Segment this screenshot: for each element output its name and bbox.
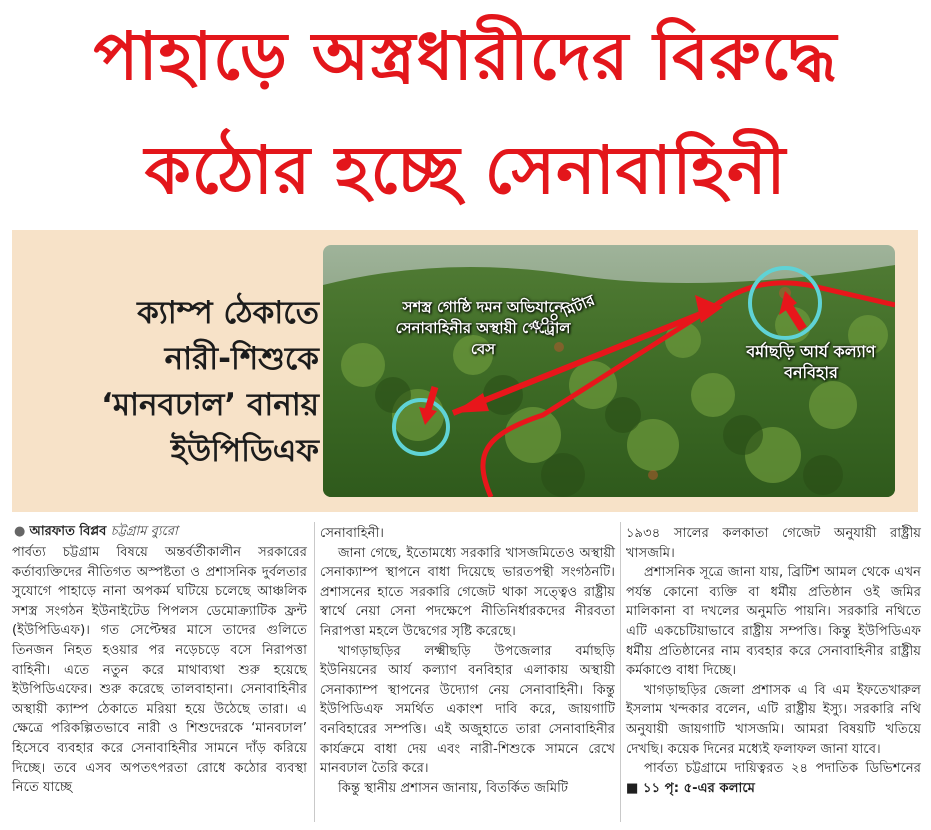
article-paragraph: খাগড়াছড়ির লক্ষ্মীছড়ি উপজেলার বর্মাছড়ি ইউনিয়নের আর্য কল্যাণ বনবিহার এলাকায় অস্থায়ী সেনাক্যাম্প স্থাপনের উদ্যোগ নেয় সেনাবাহিনী। কিন্তু ইউপিডিএফ সমর্থিত একাংশ দাবি করে, জায়গাটি বনবিহারের সম্পত্তি। এই অজুহাতে তারা সেনাবাহিনীর কার্যক্রমে বাধা দেয় এবং নারী-শিশুকে সামনে রেখে মানবঢাল তৈরি করে। <box>320 643 615 777</box>
column-divider <box>620 522 621 822</box>
annotation-patrol-base: সশস্ত্র গোষ্ঠি দমন অভিযানে সেনাবাহিনীর অস্থায়ী পেট্রোল বেস <box>395 298 571 358</box>
article-paragraph: জানা গেছে, ইতোমধ্যে সরকারি খাসজমিতেও অস্থায়ী সেনাক্যাম্প স্থাপনে বাধা দিয়েছে ভারতপন্থী সংগঠনটি। প্রশাসনের হাতে সরকারি গেজেট থাকা সত্ত্বেও রাষ্ট্রীয় স্বার্থে নেয়া সেনা পদক্ষেপে নীতিনির্ধারকদের নীরবতা নিরাপত্তা মহলে উদ্বেগের সৃষ্টি করেছে। <box>320 545 615 639</box>
headline-line-1: পাহাড়ে অস্ত্রধারীদের বিরুদ্ধে <box>93 18 838 95</box>
article-paragraph <box>626 759 921 798</box>
byline-location: চট্টগ্রাম ব্যুরো <box>110 524 178 539</box>
article-paragraph: পার্বত্য চট্টগ্রাম বিষয়ে অন্তর্বর্তীকালীন সরকারের কর্তাব্যক্তিদের নীতিগত অস্পষ্টতা ও প্রশাসনিক দুর্বলতার সুযোগে পাহাড়ে নানা অপকর্ম ঘটিয়ে চলেছে আঞ্চলিক সশস্ত্র সংগঠন ইউনাইটেড পিপলস ডেমোক্র্যাটিক ফ্রন্ট (ইউপিডিএফ)। গত সেপ্টেম্বর মাসে তাদের গুলিতে তিনজন নিহত হওয়ার পর নড়েচড়ে বসে নিরাপত্তা বাহিনী। এতে নতুন করে মাথাব্যথা শুরু হয়েছে ইউপিডিএফের। শুরু করেছে তালবাহানা। সেনাবাহিনীর অস্থায়ী ক্যাম্প ঠেকাতে মরিয়া হয়ে উঠেছে তারা। এ ক্ষেত্রে পরিকল্পিতভাবে নারী ও শিশুদেরকে ‘মানবঢাল’ হিসেবে ব্যবহার করে সেনাবাহিনীর সামনে দাঁড় করিয়ে দিচ্ছে। তবে এসব অপতৎপরতা রোধে কঠোর ব্যবস্থা নিতে যাচ্ছে <box>12 545 307 796</box>
column-divider <box>314 522 315 822</box>
byline-author: আরফাত বিপ্লব <box>29 524 107 539</box>
continued-on-link[interactable]: ■ ১১ পৃ: ৫-এর কলামে <box>626 780 755 796</box>
article-paragraph: সেনাবাহিনী। <box>320 526 384 541</box>
byline-bullet-icon: ● <box>14 524 26 539</box>
article-column-1 <box>12 543 307 798</box>
article-paragraph: কিন্তু স্থানীয় প্রশাসন জানায়, বিতর্কিত জমিটি <box>338 780 569 796</box>
article-paragraph: ১৯৩৪ সালের কলকাতা গেজেট অনুযায়ী রাষ্ট্রীয় খাসজমি। <box>626 526 921 561</box>
headline-line-2: কঠোর হচ্ছে সেনাবাহিনী <box>144 132 787 209</box>
subheadline-line: ক্যাম্প ঠেকাতে <box>137 295 319 331</box>
subheadline <box>29 290 319 474</box>
byline <box>14 522 314 543</box>
subheadline-line: ‘মানবঢাল’ বানায় <box>101 387 319 423</box>
article-column-2 <box>320 524 615 798</box>
subheadline-line: ইউপিডিএফ <box>170 433 319 469</box>
subheadline-line: নারী-শিশুকে <box>164 341 319 377</box>
article-column-3 <box>626 524 921 798</box>
article-paragraph: প্রশাসনিক সূত্রে জানা যায়, ব্রিটিশ আমল থেকে এখন পর্যন্ত কোনো ব্যক্তি বা ধর্মীয় প্রতিষ্ঠান ওই জমির মালিকানা বা দখলের অনুমতি পায়নি। সরকারি নথিতে এটি একচেটিয়াভাবে রাষ্ট্রীয় সম্পত্তি। কিন্তু ইউপিডিএফ ধর্মীয় প্রতিষ্ঠানের নাম ব্যবহার করে সেনাবাহিনীর রাষ্ট্রীয় কর্মকাণ্ডে বাধা দিচ্ছে। <box>626 565 921 679</box>
aerial-forest-photo <box>323 245 895 497</box>
article-text: পার্বত্য চট্টগ্রামে দায়িত্বরত ২৪ পদাতিক ডিভিশনের <box>644 761 921 777</box>
article-paragraph: খাগড়াছড়ির জেলা প্রশাসক এ বি এম ইফতেখারুল ইসলাম খন্দকার বলেন, এটি রাষ্ট্রীয় ইস্যু। সরকারি নথি অনুযায়ী জায়গাটি খাসজমি। আমরা বিষয়টি খতিয়ে দেখছি। কয়েক দিনের মধ্যেই ফলাফল জানা যাবে। <box>626 682 921 757</box>
annotation-distance: ৫০০ মিটার <box>528 291 598 336</box>
annotation-vihara: বর্মাছড়ি আর্য কল্যাণ বনবিহার <box>746 342 876 382</box>
